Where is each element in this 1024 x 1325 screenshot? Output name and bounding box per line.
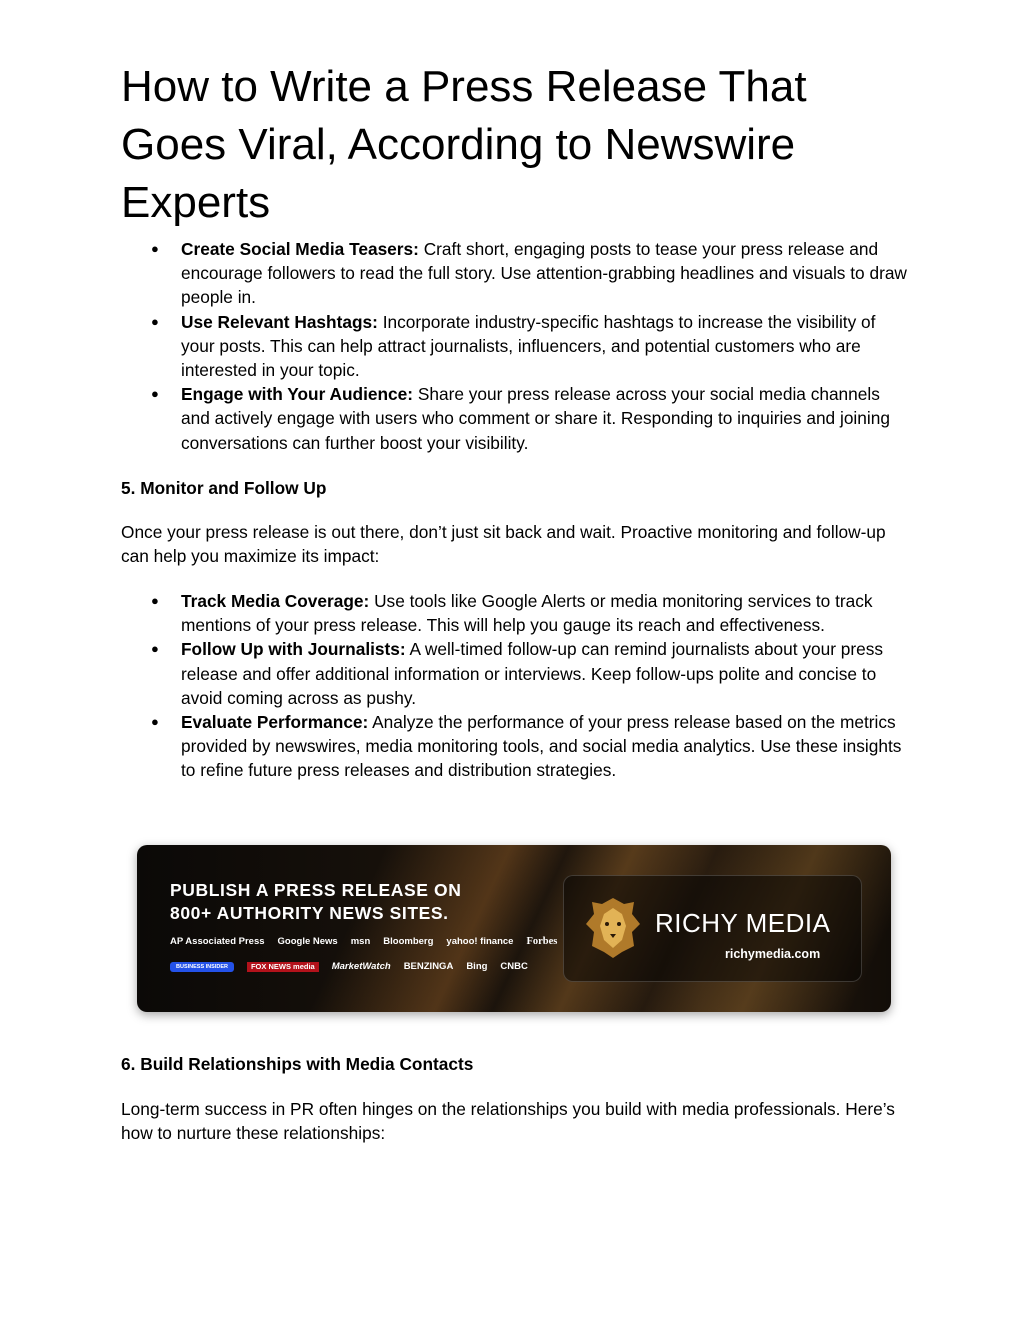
section-intro: Long-term success in PR often hinges on the relationships you build with media professionals. Here’s how to nurture these relationships: — [121, 1099, 895, 1144]
banner-headline-line: PUBLISH A PRESS RELEASE ON — [170, 880, 462, 900]
msn-logo: msn — [350, 936, 371, 947]
bullet-label: Follow Up with Journalists: — [181, 639, 406, 660]
forbes-logo: Forbes — [526, 936, 558, 947]
section-heading: 6. Build Relationships with Media Contacts — [121, 1054, 474, 1074]
cnbc-logo: CNBC — [500, 961, 528, 972]
bullet-text: Share your press release across your social media channels and actively engage with users who comment or share it. Responding to inquiries and joining conversations can further boost your visibility. — [181, 384, 890, 453]
list-item — [121, 382, 911, 455]
list-item — [121, 710, 911, 783]
bing-logo: Bing — [466, 961, 488, 972]
lion-logo-icon — [584, 896, 642, 960]
bullet-text: A well-timed follow-up can remind journalists about your press release and offer additional information or interviews. Keep follow-ups polite and concise to avoid coming across as pushy. — [181, 639, 884, 708]
page-title: How to Write a Press Release That Goes Viral, According to Newswire Experts — [121, 62, 807, 227]
list-item — [121, 237, 911, 310]
bloomberg-logo: Bloomberg — [383, 936, 434, 947]
marketwatch-logo: MarketWatch — [331, 961, 391, 972]
list-item — [121, 637, 911, 710]
bullet-text: Use tools like Google Alerts or media monitoring services to track mentions of your press release. This will help you gauge its reach and effectiveness. — [181, 591, 873, 636]
media-logos-row — [170, 936, 557, 947]
banner-headline — [170, 879, 461, 925]
google-news-logo: Google News — [277, 936, 338, 947]
business-insider-logo: BUSINESS INSIDER — [170, 962, 234, 972]
list-item — [121, 589, 911, 637]
fox-news-logo: FOX NEWS media — [247, 962, 319, 972]
brand-name: RICHY MEDIA — [655, 908, 831, 938]
bullet-text: Incorporate industry-specific hashtags to increase the visibility of your posts. This can help attract journalists, influencers, and potential customers who are interested in your topic. — [181, 311, 876, 381]
bullet-label: Create Social Media Teasers: — [181, 239, 419, 259]
benzinga-logo: BENZINGA — [403, 961, 454, 972]
social-bullet-list — [121, 237, 911, 455]
ap-logo: AP Associated Press — [170, 936, 265, 947]
yahoo-finance-logo: yahoo! finance — [446, 936, 514, 947]
bullet-label: Engage with Your Audience: — [181, 384, 414, 405]
promo-banner[interactable] — [137, 845, 891, 1012]
banner-headline-line: 800+ AUTHORITY NEWS SITES. — [170, 903, 449, 923]
bullet-text: Craft short, engaging posts to tease your press release and encourage followers to read the full story. Use attention-grabbing headlines and visuals to draw people in. — [181, 239, 907, 308]
brand-url: richymedia.com — [725, 947, 821, 961]
bullet-label: Evaluate Performance: — [181, 712, 369, 733]
section-intro: Once your press release is out there, don’t just sit back and wait. Proactive monitoring and follow-up can help you maximize its impact: — [121, 522, 886, 567]
list-item — [121, 310, 911, 383]
monitor-bullet-list — [121, 589, 911, 783]
bullet-label: Track Media Coverage: — [181, 591, 370, 611]
brand-card — [563, 875, 862, 982]
bullet-text: Analyze the performance of your press release based on the metrics provided by newswires, media monitoring tools, and social media analytics. Use these insights to refine future press releases and distribution strategies. — [181, 712, 902, 781]
section-heading: 5. Monitor and Follow Up — [121, 478, 327, 498]
bullet-label: Use Relevant Hashtags: — [181, 311, 378, 332]
media-logos-row — [170, 961, 528, 972]
